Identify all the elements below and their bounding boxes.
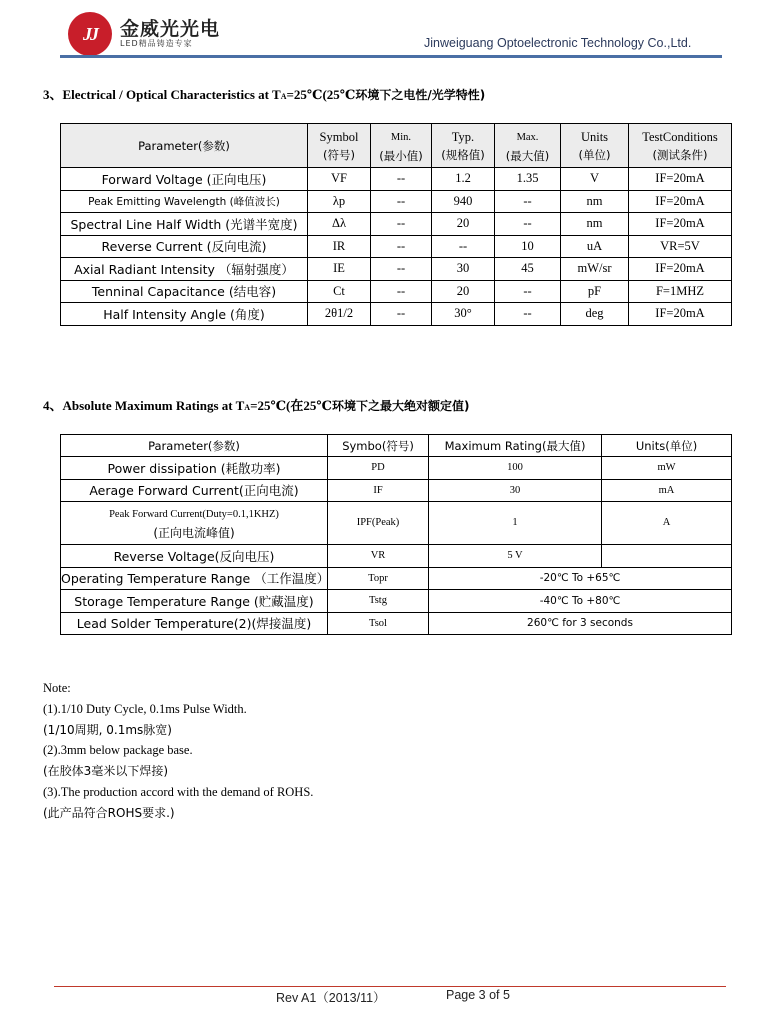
- note-line: (2).3mm below package base.: [43, 743, 193, 758]
- table-row: Power dissipation (耗散功率) PD 100 mW: [61, 457, 732, 480]
- table-row: Axial Radiant Intensity （辐射强度） IE -- 30 45 mW/sr IF=20mA: [61, 258, 732, 281]
- table-row: Reverse Voltage(反向电压) VR 5 V: [61, 545, 732, 568]
- header-units: Units(单位): [602, 435, 732, 457]
- header-divider: [60, 55, 722, 58]
- company-logo: JJ: [68, 12, 112, 56]
- notes-block: [43, 678, 313, 824]
- table-row: Aerage Forward Current(正向电流) IF 30 mA: [61, 479, 732, 502]
- header-symbol: Symbol (符号): [308, 124, 371, 168]
- company-name: Jinweiguang Optoelectronic Technology Co.,Ltd.: [424, 36, 692, 50]
- table-row: Peak Forward Current(Duty=0.1,1KHZ) (正向电流峰值) IPF(Peak) 1 A: [61, 502, 732, 545]
- table-header-row: [61, 435, 732, 457]
- table-row: Forward Voltage (正向电压) VF -- 1.2 1.35 V IF=20mA: [61, 168, 732, 191]
- header-max: Max. (最大值): [495, 124, 561, 168]
- section3-title: 3、Electrical / Optical Characteristics at TA=25℃(25℃环境下之电性/光学特性): [43, 87, 486, 102]
- absolute-max-ratings-table: [60, 434, 732, 635]
- table-row: Peak Emitting Wavelength (峰值波长) λp -- 940 -- nm IF=20mA: [61, 190, 732, 213]
- page-number: Page 3 of 5: [446, 988, 510, 1002]
- table-row: Reverse Current (反向电流) IR -- -- 10 uA VR=5V: [61, 235, 732, 258]
- table-row: Lead Solder Temperature(2)(焊接温度) Tsol 260℃ for 3 seconds: [61, 612, 732, 635]
- brand-tagline: LED精品铸造专家: [120, 39, 193, 48]
- table-row: Storage Temperature Range (贮藏温度) Tstg -40℃ To +80℃: [61, 590, 732, 613]
- note-line: (此产品符合ROHS要求.): [43, 805, 175, 820]
- note-line: (1/10周期, 0.1ms脉宽): [43, 722, 172, 737]
- page-header: [0, 0, 774, 64]
- table-row: Tenninal Capacitance (结电容) Ct -- 20 -- pF F=1MHZ: [61, 280, 732, 303]
- header-units: Units (单位): [561, 124, 629, 168]
- footer-divider: [54, 986, 726, 987]
- header-min: Min. (最小值): [371, 124, 432, 168]
- header-typ: Typ. (规格值): [432, 124, 495, 168]
- notes-heading: Note:: [43, 681, 71, 695]
- header-symbol: Symbo(符号): [328, 435, 429, 457]
- header-param: Parameter(参数): [61, 435, 328, 457]
- table-header-row: [61, 124, 732, 168]
- table-row: Half Intensity Angle (角度) 2θ1/2 -- 30° -- deg IF=20mA: [61, 303, 732, 326]
- brand-name: 金威光光电: [120, 18, 221, 40]
- section4-title: 4、Absolute Maximum Ratings at TA=25℃(在25℃环境下之最大绝对额定值): [43, 398, 470, 413]
- note-line: (3).The production accord with the demand of ROHS.: [43, 784, 314, 799]
- header-rating: Maximum Rating(最大值): [429, 435, 602, 457]
- table-row: Operating Temperature Range （工作温度） Topr -20℃ To +65℃: [61, 567, 732, 590]
- revision-label: Rev A1（2013/11）: [276, 991, 386, 1005]
- table-row: Spectral Line Half Width (光谱半宽度) Δλ -- 20 -- nm IF=20mA: [61, 213, 732, 236]
- note-line: (1).1/10 Duty Cycle, 0.1ms Pulse Width.: [43, 701, 247, 716]
- header-conditions: TestConditions (测试条件): [629, 124, 732, 168]
- header-param: Parameter(参数): [61, 124, 308, 168]
- electrical-optical-table: [60, 123, 732, 326]
- note-line: (在胶体3毫米以下焊接): [43, 764, 168, 779]
